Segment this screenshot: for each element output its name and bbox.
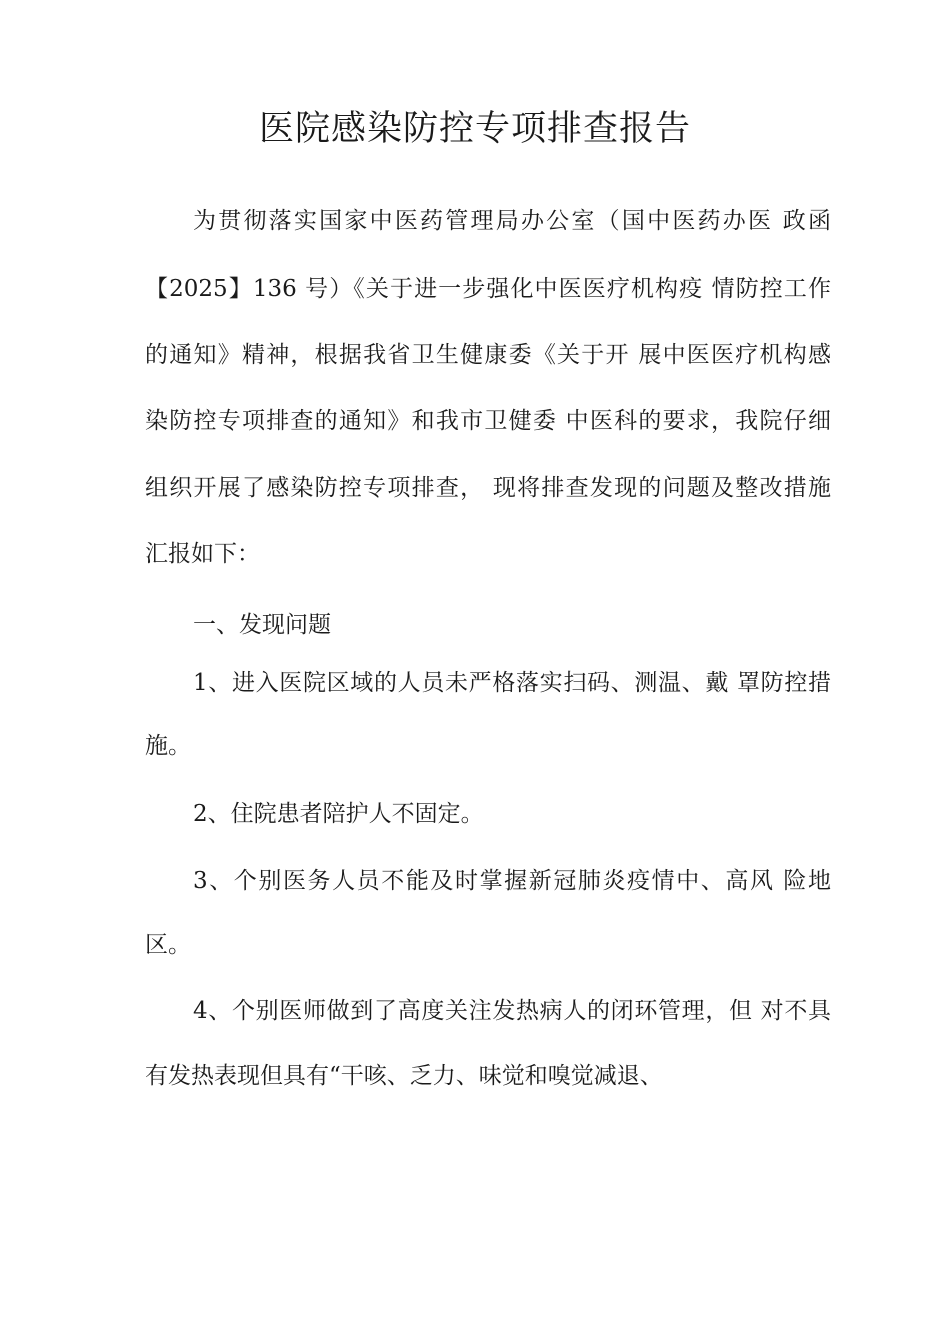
item-3-line-2: 区。 — [145, 932, 191, 958]
item-4-line-2: 有发热表现但具有“干咳、乏力、味觉和嗅觉减退、 — [145, 1063, 663, 1089]
item-1-line-1: 1、进入医院区域的人员未严格落实扫码、测温、戴 罩防控措 — [193, 670, 831, 696]
section-heading: 一、发现问题 — [193, 612, 331, 638]
intro-line-6: 汇报如下： — [145, 541, 260, 567]
item-1-line-2: 施。 — [145, 733, 191, 759]
intro-line-4: 染防控专项排查的通知》和我市卫健委 中医科的要求，我院仔细 — [145, 408, 831, 434]
item-4-line-1: 4、个别医师做到了高度关注发热病人的闭环管理，但 对不具 — [193, 998, 831, 1024]
intro-line-5: 组织开展了感染防控专项排查， 现将排查发现的问题及整改措施 — [145, 475, 831, 501]
item-3-line-1: 3、个别医务人员不能及时掌握新冠肺炎疫情中、高风 险地 — [193, 868, 831, 894]
document-title: 医院感染防控专项排查报告 — [258, 109, 691, 149]
intro-line-1: 为贯彻落实国家中医药管理局办公室（国中医药办医 政函 — [193, 208, 831, 234]
intro-line-2: 【2025】136 号）《关于进一步强化中医医疗机构疫 情防控工作 — [145, 276, 831, 302]
item-2-line-1: 2、住院患者陪护人不固定。 — [193, 801, 484, 827]
intro-line-3: 的通知》精神，根据我省卫生健康委《关于开 展中医医疗机构感 — [145, 342, 831, 368]
